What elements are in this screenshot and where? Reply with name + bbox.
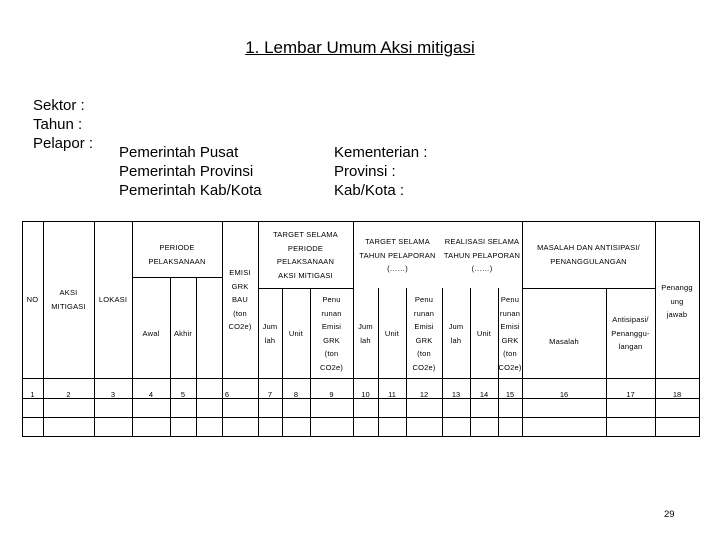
col-number: 2 bbox=[66, 390, 71, 399]
table-border-left bbox=[22, 221, 23, 437]
col-line bbox=[655, 221, 656, 437]
header-jumlah: Jum lah bbox=[358, 322, 373, 345]
col-number: 4 bbox=[148, 390, 154, 399]
page-title bbox=[0, 38, 720, 58]
col-number: 12 bbox=[419, 390, 429, 399]
col-number: 1 bbox=[30, 390, 35, 399]
col-number: 8 bbox=[293, 390, 299, 399]
header-unit: Unit bbox=[476, 329, 492, 338]
header-masalah: Masalah bbox=[549, 337, 579, 346]
header-penurunan: Penu runan Emisi GRK (ton CO2e) bbox=[319, 295, 344, 372]
header-unit: Unit bbox=[288, 329, 304, 338]
header-target-periode: TARGET SELAMA PERIODE PELAKSANAAN AKSI MITIGASI bbox=[273, 230, 338, 280]
provinsi-field: Provinsi : bbox=[334, 163, 396, 180]
header-lokasi: LOKASI bbox=[98, 295, 128, 304]
kementerian-field: Kementerian : bbox=[334, 144, 428, 161]
col-number: 15 bbox=[505, 390, 515, 399]
col-number: 3 bbox=[110, 390, 116, 399]
table-border-right bbox=[699, 221, 700, 437]
header-penanggung-jawab: Penangg ung jawab bbox=[661, 283, 693, 319]
header-no: NO bbox=[26, 295, 39, 304]
col-number: 17 bbox=[626, 390, 635, 399]
col-number: 14 bbox=[479, 390, 489, 399]
col-number: 11 bbox=[388, 390, 396, 399]
subcol-line bbox=[606, 288, 607, 437]
subcol-line bbox=[442, 288, 443, 437]
page-title-text: 1. Lembar Umum Aksi mitigasi bbox=[245, 38, 475, 57]
col-line bbox=[94, 221, 95, 437]
subcol-line bbox=[196, 277, 197, 437]
header-antisipasi: Antisipasi/ Penanggu- langan bbox=[611, 315, 650, 351]
col-number: 16 bbox=[559, 390, 569, 399]
kabkota-field: Kab/Kota : bbox=[334, 182, 405, 199]
header-akhir: Akhir bbox=[173, 329, 193, 338]
pelapor-label: Pelapor : bbox=[33, 135, 94, 152]
table-border-bottom bbox=[22, 436, 699, 437]
pemerintah-pusat: Pemerintah Pusat bbox=[119, 144, 239, 161]
subcol-line bbox=[282, 288, 283, 437]
header-unit: Unit bbox=[384, 329, 400, 338]
pemerintah-kabkota: Pemerintah Kab/Kota bbox=[119, 182, 262, 199]
header-periode: PERIODE PELAKSANAAN bbox=[148, 243, 206, 266]
mitigation-table bbox=[22, 221, 699, 437]
masalah-subline bbox=[522, 288, 655, 289]
header-jumlah: Jum lah bbox=[262, 322, 278, 345]
col-number: 5 bbox=[180, 390, 186, 399]
table-header-bottom bbox=[22, 378, 699, 379]
subcol-line bbox=[170, 277, 171, 437]
pemerintah-provinsi: Pemerintah Provinsi bbox=[119, 163, 254, 180]
header-target-tahun: TARGET SELAMA TAHUN PELAPORAN (……) bbox=[359, 237, 436, 273]
subcol-line bbox=[470, 288, 471, 437]
target-periode-subline bbox=[258, 288, 353, 289]
col-number: 10 bbox=[361, 390, 370, 399]
page-number: 29 bbox=[664, 509, 675, 520]
kementerian-list bbox=[334, 143, 427, 200]
tahun-label: Tahun : bbox=[33, 116, 83, 133]
header-aksi: AKSI MITIGASI bbox=[51, 288, 86, 311]
header-awal: Awal bbox=[142, 329, 160, 338]
header-emisi: EMISI GRK BAU (ton CO2e) bbox=[228, 268, 252, 331]
sektor-label: Sektor : bbox=[33, 97, 85, 114]
table-row-line bbox=[22, 417, 699, 418]
header-penurunan: Penu runan Emisi GRK (ton CO2e) bbox=[498, 295, 522, 372]
col-number: 7 bbox=[267, 390, 273, 399]
header-masalah-antisipasi: MASALAH DAN ANTISIPASI/ PENANGGULANGAN bbox=[537, 243, 640, 266]
col-line bbox=[43, 221, 44, 437]
meta-labels bbox=[33, 96, 93, 153]
col-number: 13 bbox=[451, 390, 461, 399]
header-penurunan: Penu runan Emisi GRK (ton CO2e) bbox=[412, 295, 436, 372]
periode-subline bbox=[132, 277, 222, 278]
table-border-top bbox=[22, 221, 699, 222]
col-number: 18 bbox=[672, 390, 682, 399]
col-number: 9 bbox=[329, 390, 334, 399]
subcol-line bbox=[378, 288, 379, 437]
header-jumlah: Jum lah bbox=[448, 322, 464, 345]
header-realisasi: REALISASI SELAMA TAHUN PELAPORAN (……) bbox=[443, 237, 521, 273]
pemerintah-list bbox=[119, 143, 262, 200]
col-number: 6 bbox=[224, 390, 230, 399]
